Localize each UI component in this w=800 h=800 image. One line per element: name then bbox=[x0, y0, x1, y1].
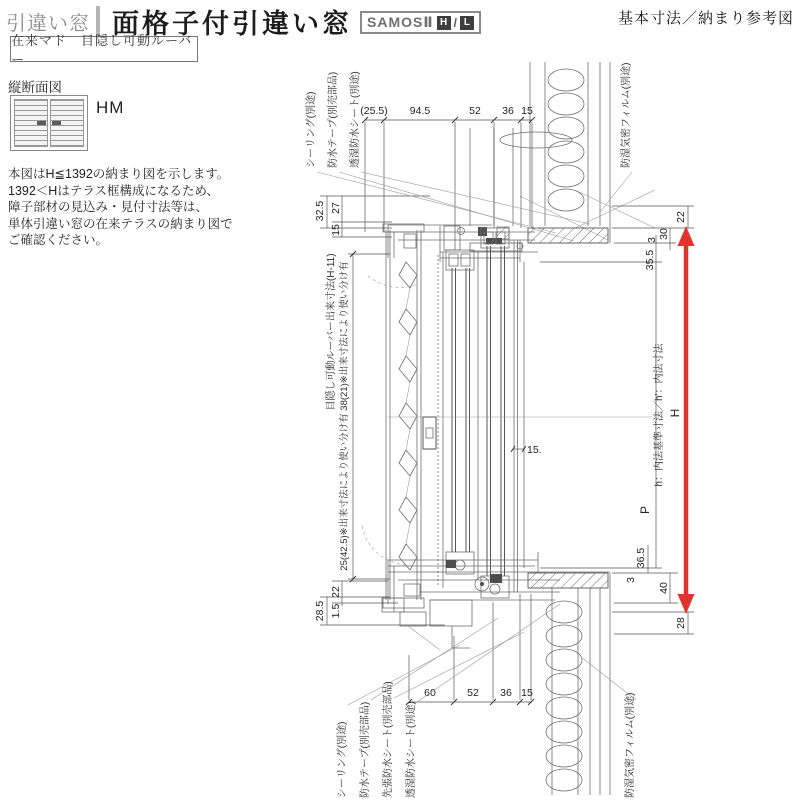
dim-right-28: 28 bbox=[675, 617, 687, 629]
grade-slash: / bbox=[453, 15, 457, 30]
dim-right-30: 30 bbox=[658, 228, 670, 240]
mid-dimension bbox=[511, 444, 542, 456]
samos-brand-label: SAMOSⅡ bbox=[367, 14, 434, 30]
louver-screen-panel bbox=[362, 224, 424, 608]
dim-right-3-top: 3 bbox=[646, 237, 658, 243]
dim-right-22: 22 bbox=[675, 211, 687, 223]
reference-caption: 基本寸法／納まり参考図 bbox=[617, 10, 794, 27]
callout-sealing-bottom: シーリング(別途) bbox=[337, 721, 348, 798]
callout-waterproof-tape-top: 防水テープ(別売部品) bbox=[328, 71, 339, 168]
vertical-section-drawing bbox=[0, 55, 800, 800]
grade-h-box: H bbox=[437, 16, 451, 30]
dim-left-32-5: 32.5 bbox=[314, 200, 326, 222]
window-code-label: HM bbox=[96, 98, 125, 117]
legend-inner-dimension: h：内法基準寸法／h'：内法寸法 bbox=[654, 343, 665, 487]
section-type-label: 縦断面図 bbox=[8, 80, 62, 95]
subtitle-label: 在来マド 目隠し可動ルーバー bbox=[11, 33, 193, 67]
callout-breathable-sheet-bottom: 透湿防水シート(別途) bbox=[406, 701, 417, 798]
callout-sealing-top: シーリング(別途) bbox=[306, 91, 317, 168]
callout-louver-size-note: 25(42.5)※出来寸法により使い分け有 38(21)※出来寸法により使い分け有 bbox=[339, 261, 350, 571]
head-frame-section bbox=[388, 225, 538, 262]
right-dimension-chains bbox=[540, 206, 694, 634]
note-line: ご確認ください。 bbox=[8, 233, 109, 247]
dim-top-36: 36 bbox=[502, 105, 514, 117]
callout-vapor-film-top: 防湿気密フィルム(別途) bbox=[621, 62, 632, 168]
dim-top-94-5: 94.5 bbox=[409, 105, 431, 117]
dim-left-27: 27 bbox=[330, 202, 342, 214]
sash-sections bbox=[388, 228, 652, 598]
callout-louver-finished-size: 目隠し可動ルーバー出来寸法(H-11) bbox=[326, 253, 337, 411]
note-line: 単体引違い窓の在来テラスの納まり図で bbox=[8, 216, 233, 231]
dim-mid-15: 15. bbox=[527, 444, 542, 456]
note-line: 障子部材の見込み・見付寸法等は、 bbox=[8, 200, 209, 214]
sill-frame-section bbox=[382, 552, 610, 650]
samos-series-badge bbox=[360, 11, 481, 34]
framing-hatch-bands bbox=[528, 228, 608, 588]
dim-bottom-52: 52 bbox=[467, 687, 479, 699]
dim-right-P: P bbox=[638, 505, 652, 515]
dim-right-3-bottom: 3 bbox=[625, 577, 637, 583]
dim-top-15: 15 bbox=[521, 105, 533, 117]
lower-wall-structure bbox=[546, 573, 610, 795]
dim-bottom-60: 60 bbox=[424, 687, 436, 699]
callout-vapor-film-bottom: 防湿気密フィルム(別途) bbox=[625, 692, 636, 798]
dim-top-52: 52 bbox=[469, 105, 481, 117]
callout-waterproof-tape-bottom: 防水テープ(別売部品) bbox=[360, 701, 371, 798]
dim-bottom-15: 15 bbox=[521, 687, 533, 699]
dim-right-40: 40 bbox=[658, 582, 670, 594]
dim-top-25-5: (25.5) bbox=[360, 105, 388, 117]
dim-bottom-36: 36 bbox=[500, 687, 512, 699]
dim-left-28-5: 28.5 bbox=[314, 600, 326, 622]
grade-l-box: L bbox=[460, 16, 474, 30]
dim-left-22: 22 bbox=[330, 586, 342, 598]
dim-right-36-5: 36.5 bbox=[635, 547, 647, 569]
note-line: 本図はH≦1392の納まり図を示します。 bbox=[8, 167, 230, 181]
dim-left-1-5: 1.5 bbox=[330, 603, 342, 619]
note-line: 1392＜Hはテラス框構成になるため、 bbox=[8, 183, 219, 198]
bottom-dimension-chain bbox=[406, 594, 534, 705]
dim-right-H: H bbox=[668, 408, 682, 418]
window-type-label: 引違い窓 bbox=[6, 13, 90, 35]
callout-pre-waterproof-sheet-bottom: 先張防水シート(別売部品) bbox=[383, 681, 394, 798]
page-title: 面格子付引違い窓 bbox=[112, 9, 352, 39]
callout-breathable-sheet-top: 透湿防水シート(別途) bbox=[350, 71, 361, 168]
height-arrow bbox=[678, 226, 695, 614]
dim-right-35-5: 35.5 bbox=[644, 249, 656, 271]
louver-handle bbox=[423, 417, 436, 449]
dim-left-15: 15 bbox=[330, 224, 342, 236]
